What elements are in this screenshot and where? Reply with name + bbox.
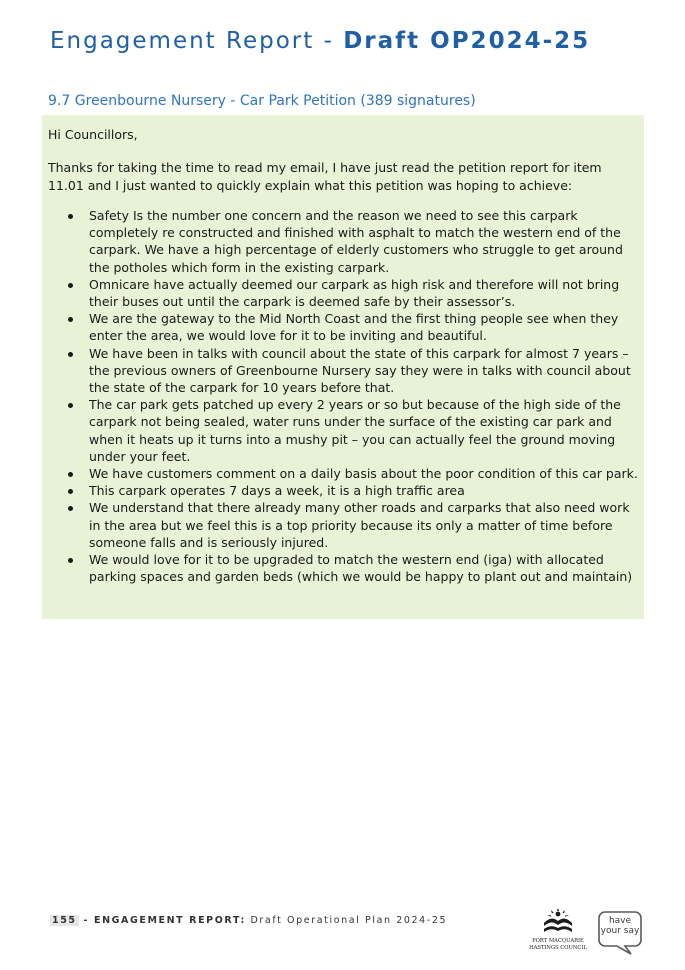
- page-title-light: Engagement Report -: [50, 28, 344, 54]
- bullet-icon: [68, 214, 73, 219]
- footer-separator: -: [78, 915, 94, 926]
- list-item: [42, 207, 640, 276]
- council-emblem-icon: [542, 907, 574, 937]
- list-item-text: We understand that there already many other roads and carparks that also need work in the area but we feel this is a top priority because its only a matter of time before someone falls and is seriously injured.: [89, 500, 630, 550]
- list-item: [42, 482, 640, 499]
- list-item-text: We have been in talks with council about the state of this carpark for almost 7 years – the previous owners of Greenbourne Nursery say they were in talks with council about the state of the carpark for 10 years before that.: [89, 345, 631, 396]
- page-footer: [50, 915, 447, 926]
- have-your-say-line1: have: [608, 916, 632, 926]
- page-number: 155: [52, 915, 77, 926]
- list-item: [42, 396, 640, 465]
- email-greeting: Hi Councillors,: [48, 127, 138, 142]
- bullet-icon: [68, 352, 73, 357]
- footer-label: ENGAGEMENT REPORT:: [94, 915, 246, 926]
- have-your-say-text: [597, 916, 643, 936]
- bullet-icon: [68, 283, 73, 288]
- list-item: [42, 276, 640, 310]
- list-item: [42, 310, 640, 344]
- page-title: [50, 28, 590, 54]
- list-item-text: We would love for it to be upgraded to match the western end (iga) with allocated parking spaces and garden beds (which we would be happy to plant out and maintain): [89, 552, 633, 585]
- bullet-icon: [68, 506, 73, 511]
- list-item-text: The car park gets patched up every 2 years or so but because of the high side of the carpark not being sealed, water runs under the surface of the existing car park and when it heats up it turns into a mushy pit – you can actually feel the ground moving under your feet.: [89, 397, 621, 464]
- email-intro: Thanks for taking the time to read my email, I have just read the petition report for item 11.01 and I just wanted to quickly explain what this petition was hoping to achieve:: [48, 160, 602, 193]
- list-item-text: Omnicare have actually deemed our carpark as high risk and therefore will not bring their buses out until the carpark is deemed safe by their assessor’s.: [89, 276, 620, 310]
- have-your-say-logo: [597, 910, 643, 956]
- have-your-say-line2: your say: [600, 926, 640, 936]
- council-name: [527, 938, 589, 951]
- list-item: [42, 345, 640, 397]
- list-item: [42, 551, 640, 585]
- bullet-icon: [68, 403, 73, 408]
- bullet-icon: [68, 558, 73, 563]
- bullet-icon: [68, 472, 73, 477]
- email-content-box: [42, 115, 644, 619]
- footer-doc-title: Draft Operational Plan 2024-25: [245, 915, 448, 926]
- list-item: [42, 499, 640, 551]
- page-title-bold: Draft OP2024-25: [343, 28, 591, 54]
- list-item-text: This carpark operates 7 days a week, it is a high traffic area: [89, 483, 465, 499]
- email-bullet-list: [42, 207, 640, 585]
- list-item: [42, 465, 640, 482]
- council-logo: [527, 907, 589, 957]
- list-item-text: We are the gateway to the Mid North Coast and the first thing people see when they enter the area, we would love for it to be inviting and beautiful.: [89, 311, 619, 344]
- council-name-line2: HASTINGS COUNCIL: [529, 944, 587, 951]
- list-item-text: Safety Is the number one concern and the reason we need to see this carpark completely re constructed and finished with asphalt to match the western end of the carpark. We have a high percentage of elderly customers who struggle to get around the potholes which form in the existing carpark.: [89, 208, 623, 275]
- bullet-icon: [68, 489, 73, 494]
- list-item-text: We have customers comment on a daily basis about the poor condition of this car park.: [89, 466, 638, 482]
- section-heading: 9.7 Greenbourne Nursery - Car Park Petition (389 signatures): [48, 93, 476, 109]
- council-name-line1: PORT MACQUARIE: [532, 938, 584, 944]
- bullet-icon: [68, 317, 73, 322]
